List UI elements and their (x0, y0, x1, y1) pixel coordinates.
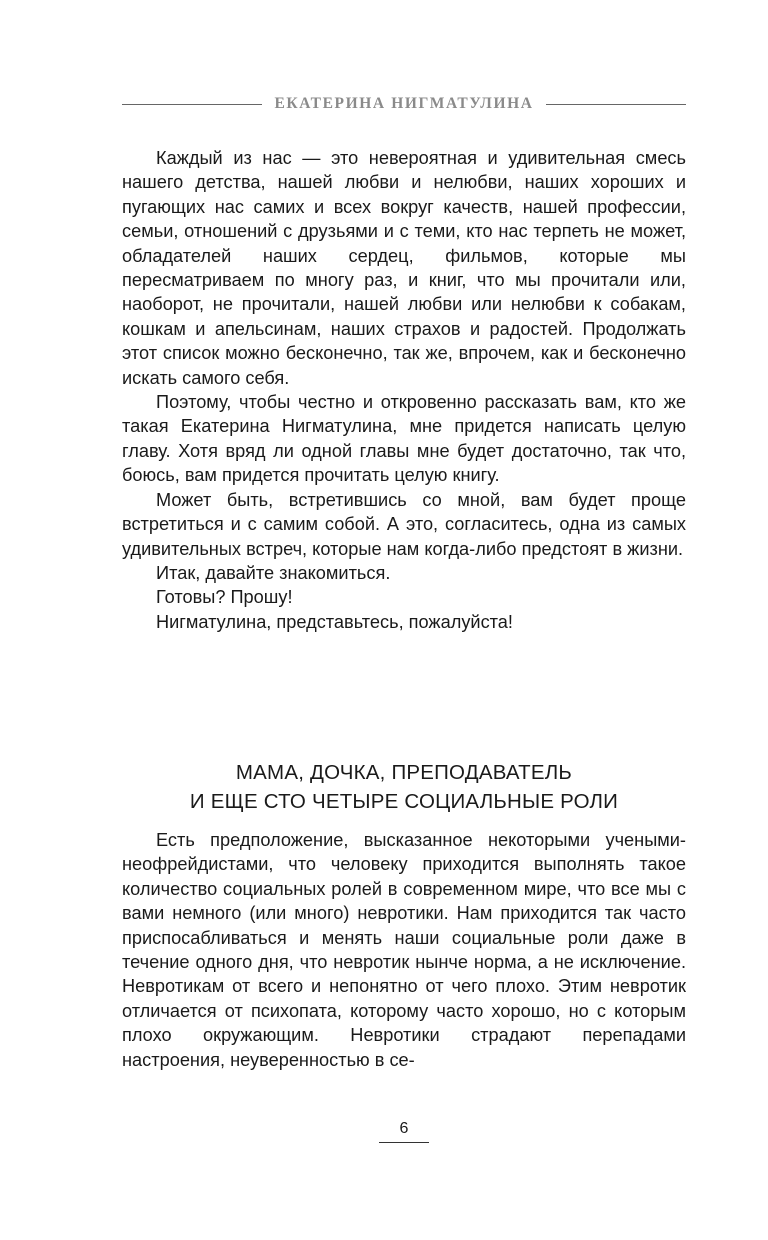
header-rule-left (122, 104, 262, 105)
section-heading-line-2: И ЕЩЕ СТО ЧЕТЫРЕ СОЦИАЛЬНЫЕ РОЛИ (189, 790, 619, 813)
section-heading (122, 758, 686, 816)
page-number: 6 (399, 1120, 409, 1137)
section-heading-line-1: МАМА, ДОЧКА, ПРЕПОДАВАТЕЛЬ (235, 761, 573, 784)
intro-paragraph-3: Может быть, встретившись со мной, вам будет проще встретиться и с самим собой. А это, согласитесь, одна из самых удивительных встреч, которые нам когда-либо предстоят в жизни. (122, 489, 686, 559)
page-number-rule (379, 1142, 429, 1143)
section-text (122, 828, 686, 1072)
intro-paragraph-4: Итак, давайте знакомиться. (156, 562, 391, 583)
intro-text (122, 146, 686, 634)
header-title: ЕКАТЕРИНА НИГМАТУЛИНА (274, 95, 534, 112)
section-paragraph: Есть предположение, высказанное некоторыми учеными-неофрейдистами, что человеку приходится выполнять такое количество социальных ролей в современном мире, что все мы с вами немного (или много) невротики. Нам приходится так часто приспосабливаться и менять наши социальные роли даже в течение одного дня, что невротик нынче норма, а не исключение. Невротикам от всего и непонятно от чего плохо. Этим невротик отличается от психопата, которому часто хорошо, но с которым плохо окружающим. Невротики страдают перепадами настроения, неуверенностью в се- (122, 830, 686, 1070)
header-rule-right (546, 104, 686, 105)
intro-paragraph-5: Готовы? Прошу! (156, 587, 293, 608)
intro-paragraph-1: Каждый из нас — это невероятная и удивительная смесь нашего детства, нашей любви и нелюбви, наших хороших и пугающих нас самих и всех вокруг качеств, нашей профессии, семьи, отношений с друзьями и с теми, кто нас терпеть не может, обладателей наших сердец, фильмов, которые мы пересматриваем по многу раз, и книг, что мы прочитали или, наоборот, не прочитали, нашей любви или нелюбви к собакам, кошкам и апельсинам, наших страхов и радостей. Продолжать этот список можно бесконечно, так же, впрочем, как и бесконечно искать самого себя. (122, 148, 686, 388)
running-header (122, 92, 686, 116)
intro-paragraph-2: Поэтому, чтобы честно и откровенно рассказать вам, кто же такая Екатерина Нигматулина, мне придется написать целую главу. Хотя вряд ли одной главы мне будет достаточно, так что, боюсь, вам придется прочитать целую книгу. (122, 392, 686, 486)
intro-paragraph-6: Нигматулина, представьтесь, пожалуйста! (156, 611, 513, 632)
